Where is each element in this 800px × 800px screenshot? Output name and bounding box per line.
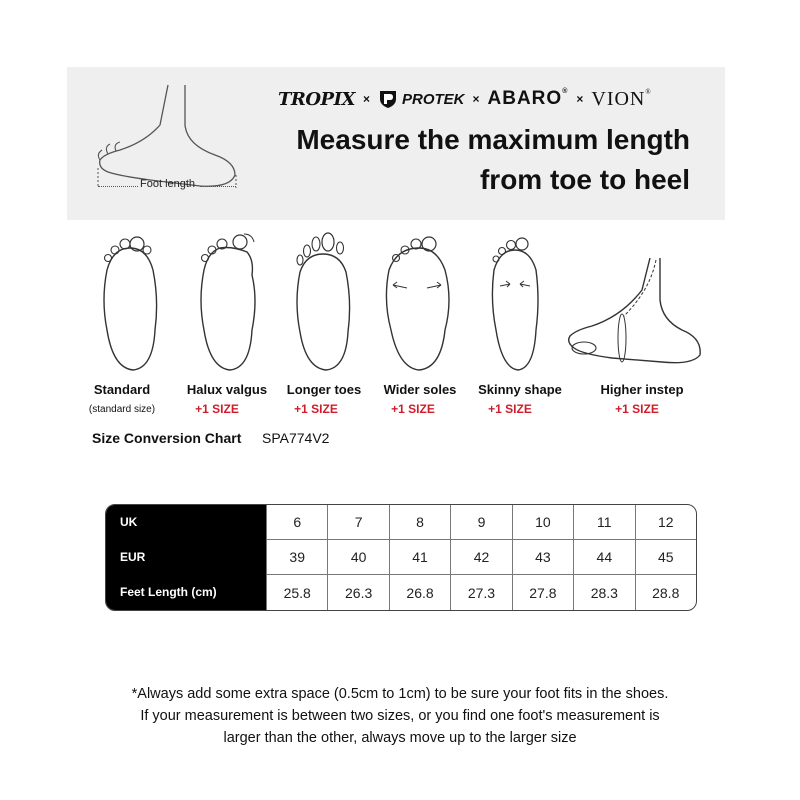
brand-abaro-logo [488,88,569,110]
table-cell: 8 [389,505,450,540]
protek-shield-icon [378,89,398,109]
brand-vion-logo [591,88,651,111]
foot-type-higher-instep-note: +1 SIZE [615,402,659,416]
brand-protek-logo [378,89,465,109]
table-row-uk [266,505,696,540]
brand-protek-text: PROTEK [401,90,465,108]
foot-type-skinny-note: +1 SIZE [488,402,532,416]
foot-wider-soles-icon [383,230,453,375]
table-cell: 25.8 [266,575,327,610]
table-cell: 45 [635,540,696,575]
foot-halux-valgus-icon [192,230,262,375]
brand-logos [278,82,698,116]
table-cell: 10 [512,505,573,540]
size-conversion-table [105,504,697,611]
headline [270,120,690,200]
table-header-uk: UK [120,515,138,529]
size-chart-code: SPA774V2 [262,430,330,446]
headline-line-2: from toe to heel [479,164,690,195]
brand-abaro-text: ABARO [487,88,563,109]
foot-skinny-shape-icon [480,230,550,375]
brand-separator: × [576,92,584,106]
table-cell: 6 [266,505,327,540]
foot-type-standard-note: (standard size) [88,404,156,415]
registered-icon: ® [562,88,569,95]
table-row-eur [266,540,696,575]
fit-note-line-3: larger than the other, always move up to the larger size [223,730,577,746]
table-values [266,505,696,610]
table-cell: 42 [450,540,511,575]
foot-longer-toes-icon [288,230,358,375]
foot-length-dotline-right [200,186,236,187]
foot-type-wider-soles-note: +1 SIZE [391,402,435,416]
brand-vion-text: VION [591,87,646,110]
table-cell: 11 [573,505,634,540]
table-cell: 28.3 [573,575,634,610]
table-cell: 26.3 [327,575,388,610]
table-cell: 27.3 [450,575,511,610]
table-cell: 28.8 [635,575,696,610]
size-chart-title: Size Conversion Chart [92,430,242,446]
table-cell: 41 [389,540,450,575]
table-cell: 44 [573,540,634,575]
table-cell: 7 [327,505,388,540]
foot-type-halux-label: Halux valgus [186,382,268,397]
table-header-column [106,505,266,610]
table-cell: 26.8 [389,575,450,610]
fit-note [60,683,740,749]
table-header-feet-length: Feet Length (cm) [120,585,217,599]
foot-type-higher-instep-label: Higher instep [600,382,684,397]
table-cell: 43 [512,540,573,575]
table-cell: 40 [327,540,388,575]
table-cell: 12 [635,505,696,540]
foot-type-wider-soles-label: Wider soles [383,382,457,397]
foot-length-label: Foot length [140,178,196,190]
table-cell: 27.8 [512,575,573,610]
foot-type-skinny-label: Skinny shape [478,382,562,397]
foot-length-dotline-left [98,186,138,187]
table-header-eur: EUR [120,550,146,564]
brand-separator: × [472,92,480,106]
fit-note-line-2: If your measurement is between two sizes, or you find one foot's measurement is [140,708,660,724]
headline-line-1: Measure the maximum length [296,124,690,155]
table-cell: 39 [266,540,327,575]
fit-note-line-1: *Always add some extra space (0.5cm to 1cm) to be sure your foot fits in the shoes. [131,686,669,702]
foot-type-standard-label: Standard [93,382,151,397]
foot-standard-icon [95,230,165,375]
table-row-feet-length [266,575,696,610]
brand-separator: × [362,92,370,106]
foot-type-halux-note: +1 SIZE [195,402,239,416]
registered-icon: ® [645,87,652,96]
table-cell: 9 [450,505,511,540]
brand-tropix-logo: TROPIX [278,88,355,110]
foot-higher-instep-icon [562,230,712,375]
foot-type-longer-toes-note: +1 SIZE [294,402,338,416]
foot-type-longer-toes-label: Longer toes [286,382,362,397]
